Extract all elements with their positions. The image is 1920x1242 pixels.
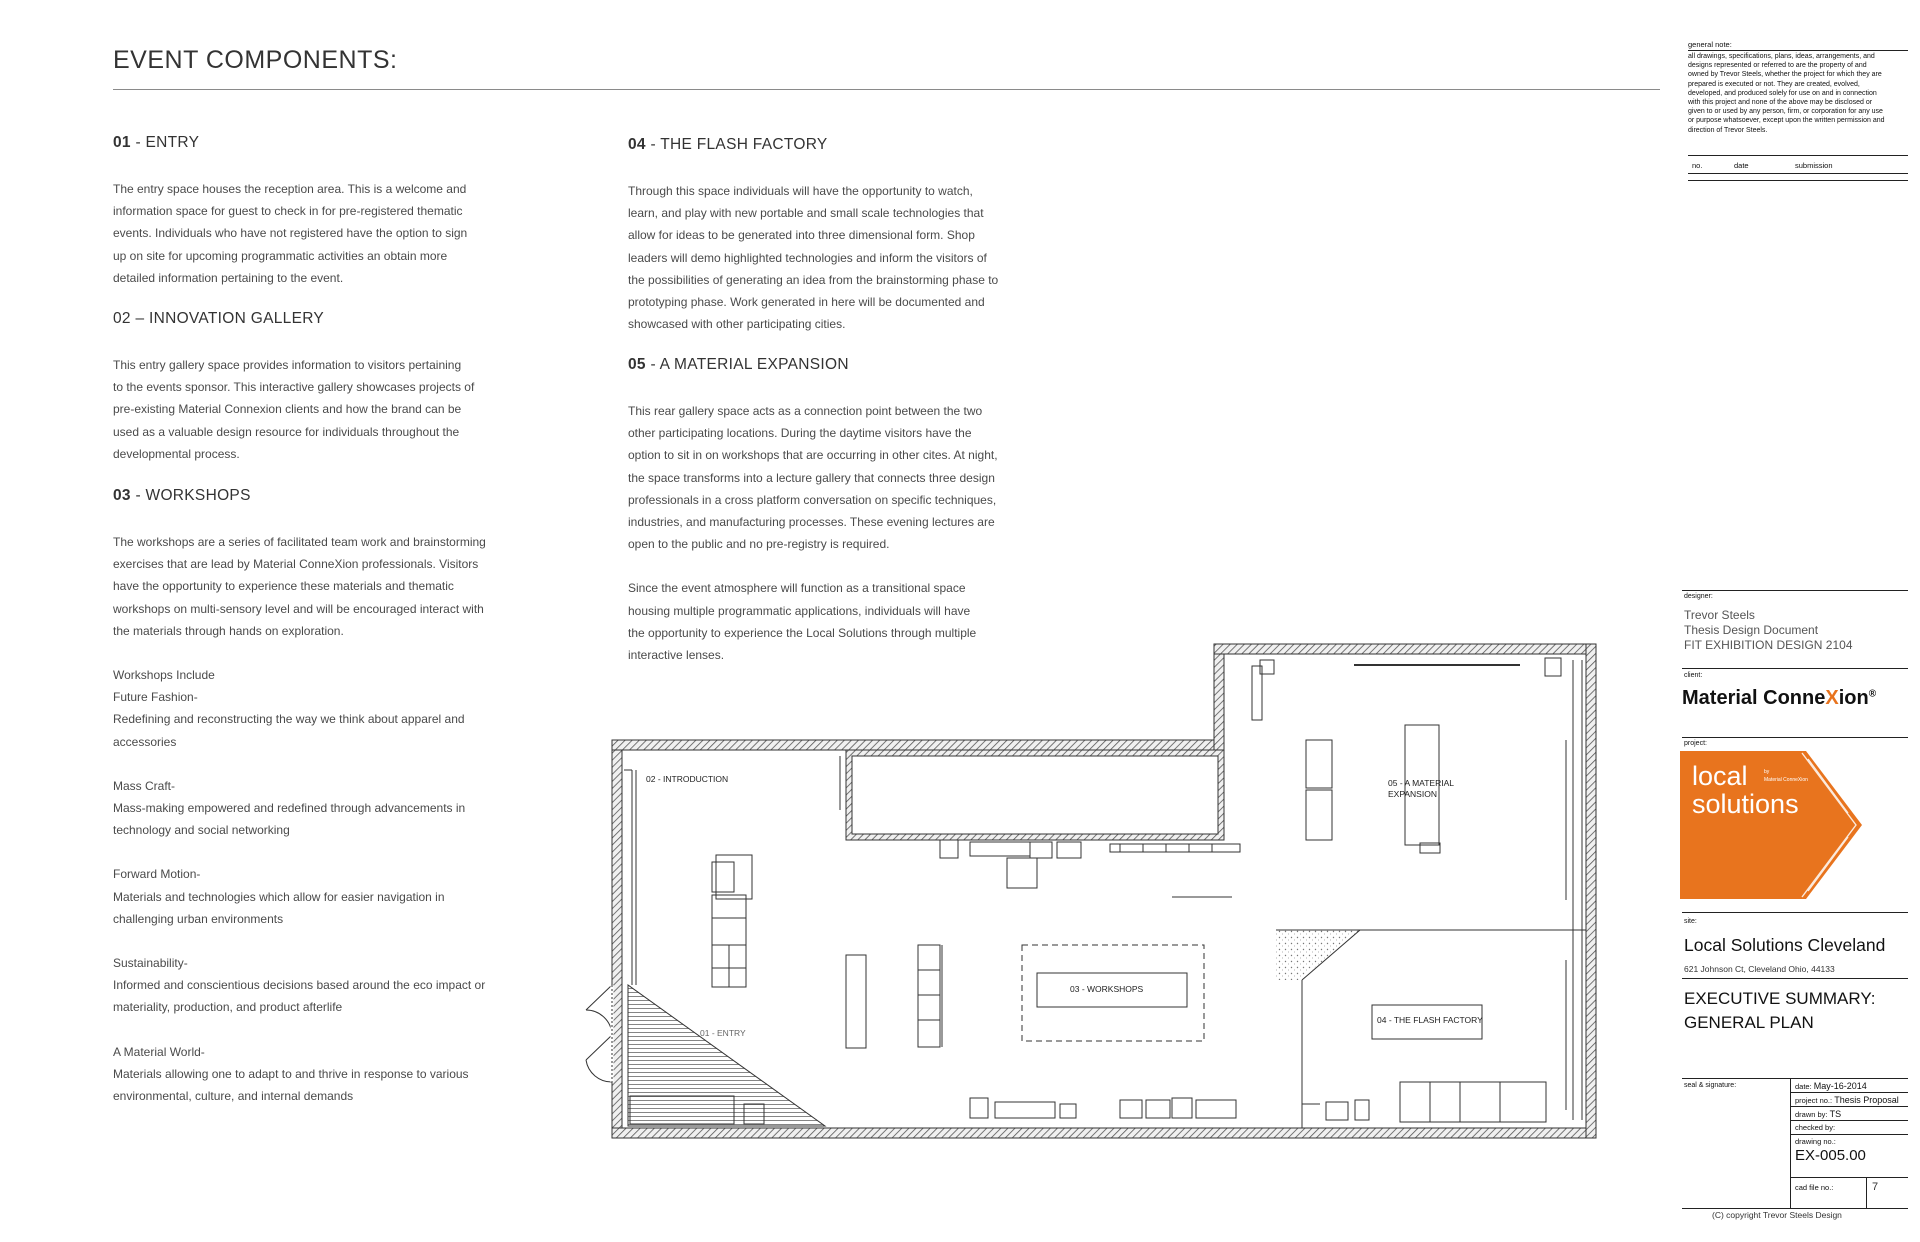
logo-text-by-name: Material ConneXion: [1764, 777, 1808, 783]
note-line: given to or used by any person, firm, or corporation for any use: [1688, 108, 1883, 116]
body-line: exercises that are lead by Material ConneXion professionals. Visitors: [113, 557, 479, 572]
drawn-by-row: [1795, 1109, 1841, 1119]
site-name: Local Solutions Cleveland: [1684, 935, 1886, 955]
workshop-name: Sustainability-: [113, 956, 188, 971]
body-line: Mass-making empowered and redefined through advancements in: [113, 801, 466, 816]
checked-by-label: checked by:: [1795, 1123, 1836, 1132]
date-row: [1795, 1081, 1867, 1091]
plan-label-introduction: 02 - INTRODUCTION: [646, 774, 729, 784]
col-date: date: [1734, 161, 1749, 170]
sheet-number: 7: [1872, 1181, 1879, 1193]
body-line: learn, and play with new portable and small scale technologies that: [628, 206, 984, 221]
workshop-name: A Material World-: [113, 1044, 205, 1059]
body-line: materiality, production, and product afterlife: [113, 1000, 343, 1015]
body-line: showcased with other participating cities.: [628, 317, 846, 332]
workshop-name: Mass Craft-: [113, 778, 176, 793]
general-note: [1688, 52, 1908, 135]
cad-file-label: cad file no.:: [1795, 1183, 1834, 1192]
body-line: Materials allowing one to adapt to and thrive in response to various: [113, 1066, 469, 1081]
drawn-by-value: TS: [1829, 1109, 1842, 1119]
body-line: the opportunity to experience the Local Solutions through multiple: [628, 625, 977, 640]
note-line: designs represented or referred to are the property of and: [1688, 62, 1867, 70]
plan-interior: [586, 658, 1586, 1128]
section-title: - WORKSHOPS: [130, 487, 251, 504]
body-line: technology and social networking: [113, 823, 290, 838]
section-heading: 02 – INNOVATION GALLERY: [113, 310, 325, 327]
client-name: [1682, 687, 1876, 710]
drawing-no-label: drawing no.:: [1795, 1137, 1836, 1146]
body-line: events. Individuals who have not registered have the option to sign: [113, 226, 468, 241]
client-name-x: X: [1825, 687, 1839, 709]
site-label: site:: [1684, 918, 1697, 925]
section-title: - A MATERIAL EXPANSION: [645, 356, 849, 373]
note-line: owned by Trevor Steels, whether the project for which they are: [1688, 71, 1882, 79]
note-line: direction of Trevor Steels.: [1688, 126, 1768, 134]
designer-line: Trevor Steels: [1684, 608, 1755, 622]
body-line: used as a valuable design resource for individuals throughout the: [113, 424, 460, 439]
body-line: the space transforms into a lecture gallery that connects three design: [628, 470, 995, 485]
body-line: up on site for upcoming programmatic activities an obtain more: [113, 248, 448, 263]
client-name-post: ion: [1838, 687, 1869, 709]
workshop-name: Future Fashion-: [113, 690, 198, 705]
sheet-title-line-1: EXECUTIVE SUMMARY:: [1684, 989, 1876, 1008]
section-title: - THE FLASH FACTORY: [645, 136, 828, 153]
body-line: housing multiple programmatic applications, individuals will have: [628, 603, 971, 618]
note-line: all drawings, specifications, plans, ideas, arrangements, and: [1688, 53, 1875, 60]
section-number: 03: [113, 487, 131, 504]
project-label: project:: [1684, 740, 1707, 747]
project-no-row: [1795, 1095, 1899, 1105]
body-line: The workshops are a series of facilitated team work and brainstorming: [113, 535, 486, 549]
designer-label: designer:: [1684, 593, 1713, 600]
body-line: professionals in a cross platform conversation on specific techniques,: [628, 492, 997, 507]
note-line: developed, and produced solely for use on and in connection: [1688, 89, 1877, 97]
plan-label-expansion-2: EXPANSION: [1388, 789, 1437, 799]
body-line: workshops on multi-sensory level and will be encouraged interact with: [113, 601, 484, 616]
plan-label-entry: 01 - ENTRY: [700, 1028, 746, 1038]
body-line: leaders will demo highlighted technologies and inform the visitors of: [628, 250, 987, 265]
note-line: or purpose whatsoever, except upon the written permission and: [1688, 117, 1885, 125]
logo-graphic: [1680, 751, 1866, 899]
body-line: developmental process.: [113, 446, 240, 461]
body-line: industries, and manufacturing processes. These evening lectures are: [628, 515, 995, 530]
body-line: have the opportunity to experience these materials and thematic: [113, 579, 454, 594]
section-number: 04: [628, 136, 646, 153]
body-line: Redefining and reconstructing the way we think about apparel and: [113, 712, 465, 727]
client-label: client:: [1684, 672, 1703, 679]
client-reg: ®: [1868, 688, 1877, 700]
date-label: date:: [1795, 1082, 1812, 1091]
body-line: prototyping phase. Work generated in here will be documented and: [628, 295, 985, 310]
sheet-title: [1684, 987, 1875, 1035]
general-note-label: general note:: [1688, 40, 1732, 49]
body-line: the possibilities of generating an idea from the brainstorming phase to: [628, 272, 999, 287]
body-line: interactive lenses.: [628, 648, 725, 663]
designer-line: Thesis Design Document: [1684, 623, 1819, 637]
date-value: May-16-2014: [1813, 1081, 1867, 1091]
col-no: no.: [1692, 161, 1703, 170]
seal-label: seal & signature:: [1684, 1082, 1737, 1089]
designer-line: FIT EXHIBITION DESIGN 2104: [1684, 638, 1853, 652]
body-line: allow for ideas to be generated into three dimensional form. Shop: [628, 228, 975, 243]
plan-label-flash-factory: 04 - THE FLASH FACTORY: [1377, 1015, 1483, 1025]
body-line: Informed and conscientious decisions based around the eco impact or: [113, 978, 486, 993]
project-no-value: Thesis Proposal: [1834, 1095, 1899, 1105]
logo-text-local: local: [1692, 761, 1748, 791]
drawing-number: EX-005.00: [1795, 1147, 1866, 1164]
body-line: Since the event atmosphere will function as a transitional space: [628, 581, 966, 596]
body-line: The entry space houses the reception area. This is a welcome and: [113, 182, 467, 196]
local-solutions-logo: [1680, 751, 1866, 899]
body-line: to the events sponsor. This interactive gallery showcases projects of: [113, 380, 475, 395]
body-line: detailed information pertaining to the event.: [113, 270, 344, 285]
copyright: (C) copyright Trevor Steels Design: [1712, 1210, 1842, 1220]
sheet-title-line-2: GENERAL PLAN: [1684, 1013, 1814, 1032]
body-line: information space for guest to check in for pre-registered thematic: [113, 204, 463, 219]
section-number: 05: [628, 356, 646, 373]
section-number: 01: [113, 134, 131, 151]
col-submission: submission: [1795, 161, 1833, 170]
body-line: accessories: [113, 734, 177, 749]
body-line: other participating locations. During the daytime visitors have the: [628, 426, 972, 441]
project-no-label: project no.:: [1795, 1096, 1833, 1105]
note-line: with this project and none of the above may be disclosed or: [1688, 99, 1873, 107]
body-line: the materials through hands on exploration.: [113, 623, 344, 638]
plan-label-workshops: 03 - WORKSHOPS: [1070, 984, 1144, 994]
body-line: option to sit in on workshops that are occurring in other cites. At night,: [628, 448, 998, 463]
site-address: 621 Johnson Ct, Cleveland Ohio, 44133: [1684, 964, 1835, 974]
section-title: - ENTRY: [130, 134, 200, 151]
body-line: environmental, culture, and internal demands: [113, 1089, 354, 1104]
body-line: Materials and technologies which allow for easier navigation in: [113, 889, 445, 904]
logo-text-by: by: [1764, 769, 1770, 775]
client-name-pre: Material Conne: [1682, 687, 1826, 709]
designer-block: [1684, 608, 1853, 653]
plan-label-expansion: 05 - A MATERIAL: [1388, 778, 1454, 788]
drawn-by-label: drawn by:: [1795, 1110, 1828, 1119]
body-line: This rear gallery space acts as a connection point between the two: [628, 404, 983, 418]
note-line: prepared is executed or not. They are created, evolved,: [1688, 80, 1860, 88]
workshops-include-label: Workshops Include: [113, 668, 215, 683]
logo-text-solutions: solutions: [1692, 789, 1799, 819]
plan-walls: [612, 644, 1596, 1138]
body-line: challenging urban environments: [113, 911, 284, 926]
body-line: This entry gallery space provides information to visitors pertaining: [113, 358, 462, 372]
workshop-name: Forward Motion-: [113, 867, 201, 882]
page-title: EVENT COMPONENTS:: [113, 46, 398, 74]
body-line: open to the public and no pre-registry is required.: [628, 537, 890, 552]
body-line: Through this space individuals will have the opportunity to watch,: [628, 184, 973, 198]
body-line: pre-existing Material Connexion clients and how the brand can be: [113, 402, 462, 417]
